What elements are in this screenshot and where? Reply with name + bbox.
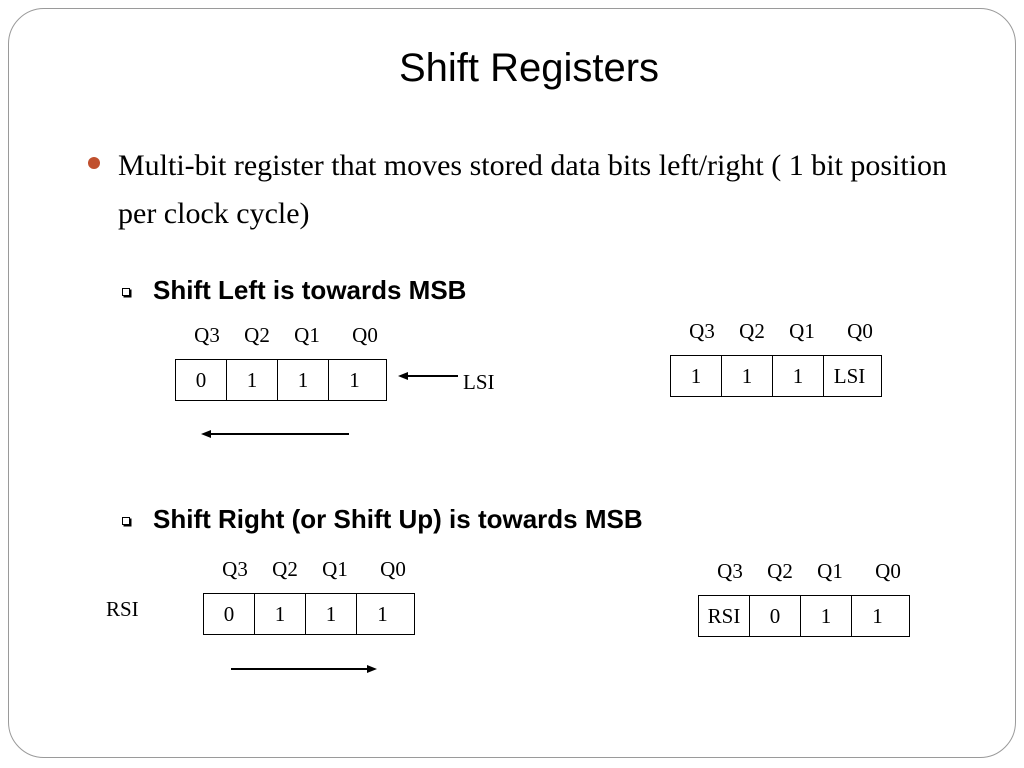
register-cells: [203, 593, 415, 635]
register-cell: 0: [750, 596, 801, 636]
register-cells: [670, 355, 882, 397]
register-cell: 1: [349, 367, 360, 392]
shift-right-before-register: [203, 555, 415, 635]
main-bullet-text: Multi-bit register that moves stored data bits left/right ( 1 bit position per clock cycle): [118, 149, 948, 230]
q1-label: Q1: [789, 319, 815, 343]
slide-title: Shift Registers: [398, 46, 660, 90]
register-cell: 0: [176, 360, 227, 400]
q3-label: Q3: [194, 323, 220, 347]
rsi-label: RSI: [106, 597, 139, 621]
square-bullet-icon: [122, 517, 130, 525]
q1-label: Q1: [322, 557, 348, 581]
register-cell: 1: [255, 594, 306, 634]
register-cell: 1: [801, 596, 852, 636]
q2-label: Q2: [272, 557, 298, 581]
register-cell: 1: [227, 360, 278, 400]
register-cell: 1: [278, 360, 329, 400]
register-cell: 0: [204, 594, 255, 634]
register-cell: 1: [722, 356, 773, 396]
q2-label: Q2: [244, 323, 270, 347]
q3-label: Q3: [222, 557, 248, 581]
lsi-input-arrow-icon: [398, 369, 460, 383]
shift-left-heading: Shift Left is towards MSB: [153, 275, 467, 305]
shift-left-after-register: [670, 317, 882, 397]
register-cell: 1: [872, 603, 883, 628]
shift-right-after-register: [698, 557, 910, 637]
register-cell: 1: [773, 356, 824, 396]
q0-label: Q0: [352, 323, 378, 347]
register-labels: [203, 555, 415, 583]
q1-label: Q1: [294, 323, 320, 347]
lsi-label: LSI: [463, 370, 495, 394]
q0-label: Q0: [847, 319, 873, 343]
register-cell: 1: [306, 594, 357, 634]
square-bullet-icon: [122, 288, 130, 296]
register-cell: RSI: [699, 596, 750, 636]
register-cell: LSI: [833, 363, 866, 388]
q2-label: Q2: [739, 319, 765, 343]
register-labels: [698, 557, 910, 585]
q3-label: Q3: [689, 319, 715, 343]
register-cells: [175, 359, 387, 401]
shift-right-heading: Shift Right (or Shift Up) is towards MSB: [153, 504, 643, 534]
bullet-dot-icon: [88, 157, 100, 169]
register-labels: [670, 317, 882, 345]
q0-label: Q0: [875, 559, 901, 583]
q0-label: Q0: [380, 557, 406, 581]
shift-left-before-register: [175, 321, 387, 401]
register-cell: 1: [377, 601, 388, 626]
q3-label: Q3: [717, 559, 743, 583]
register-labels: [175, 321, 387, 349]
q2-label: Q2: [767, 559, 793, 583]
register-cells: [698, 595, 910, 637]
register-cell: 1: [671, 356, 722, 396]
shift-left-direction-arrow-icon: [201, 427, 351, 441]
q1-label: Q1: [817, 559, 843, 583]
shift-right-direction-arrow-icon: [231, 662, 379, 676]
